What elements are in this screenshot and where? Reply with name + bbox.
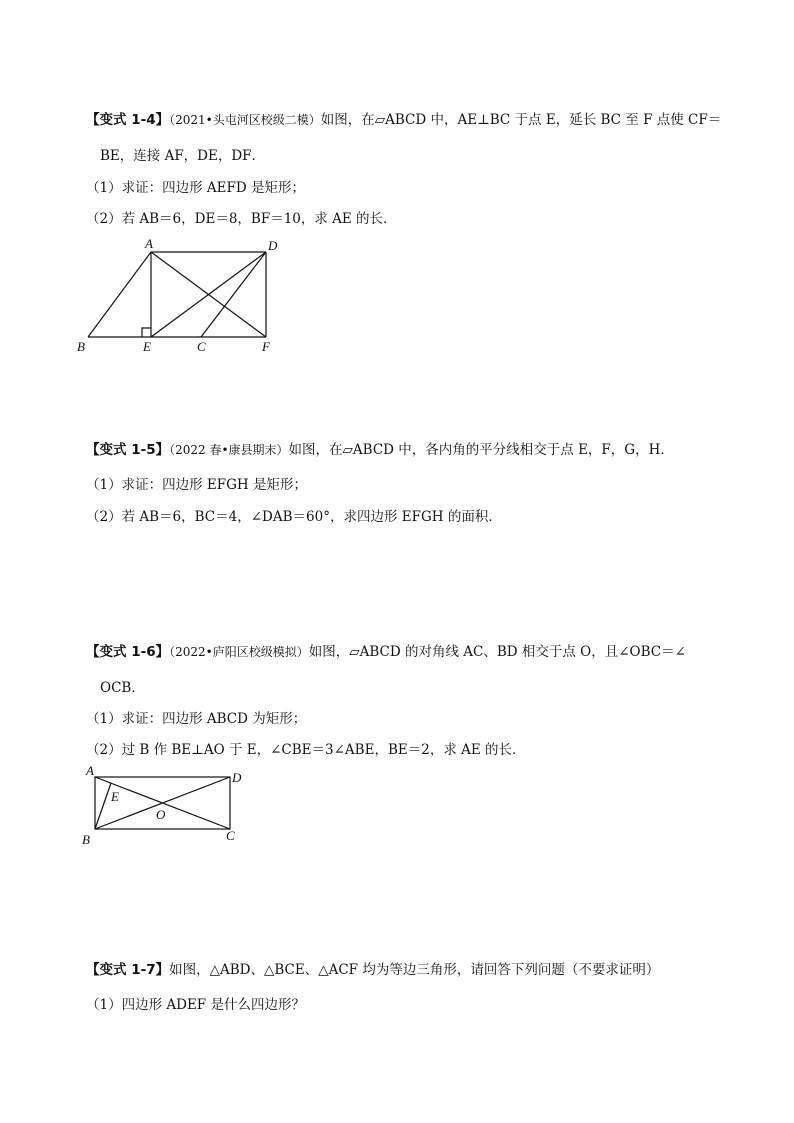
problem-1-6-stem-line2: OCB． [100, 680, 145, 696]
segment-cd [201, 252, 266, 337]
label-d: D [268, 238, 278, 253]
problem-1-4-stem-line1 [86, 108, 721, 128]
problem-tag: 【变式 1-4】 [86, 112, 170, 128]
label-b: B [82, 832, 90, 847]
figure-1-6 [78, 762, 258, 850]
problem-1-4-question-1: （1）求证：四边形 AEFD 是矩形； [86, 180, 305, 196]
label-a: A [145, 236, 153, 251]
problem-1-7-stem-line1 [86, 958, 659, 978]
segment-be [95, 783, 111, 829]
label-d: D [232, 770, 242, 785]
problem-source: （2022 春•康县期末） [169, 443, 289, 457]
problem-1-6-question-2: （2）过 B 作 BE⊥AO 于 E，∠CBE＝3∠ABE，BE＝2，求 AE 的长． [86, 742, 526, 758]
problem-1-5-stem-line1 [86, 438, 674, 458]
problem-source: （2022•庐阳区校级模拟） [169, 645, 309, 659]
right-angle-mark [142, 328, 151, 337]
label-e: E [111, 789, 119, 804]
label-c: C [197, 339, 206, 354]
problem-stem: 如图，在▱ABCD 中，各内角的平分线相交于点 E，F，G，H． [288, 442, 674, 458]
problem-1-5-question-1: （1）求证：四边形 EFGH 是矩形； [86, 477, 307, 493]
problem-stem: 如图，△ABD、△BCE、△ACF 均为等边三角形，请回答下列问题（不要求证明） [169, 962, 660, 978]
problem-1-6-question-1: （1）求证：四边形 ABCD 为矩形； [86, 711, 307, 727]
label-f: F [262, 339, 270, 354]
problem-tag: 【变式 1-7】 [86, 962, 170, 978]
label-o: O [156, 807, 166, 822]
label-e: E [143, 339, 151, 354]
label-b: B [77, 339, 85, 354]
segment-ab [88, 252, 151, 337]
problem-1-6-stem-line1 [86, 640, 686, 660]
problem-1-7-question-1: （1）四边形 ADEF 是什么四边形？ [86, 997, 305, 1013]
problem-1-5-question-2: （2）若 AB＝6，BC＝4，∠DAB＝60°，求四边形 EFGH 的面积． [86, 509, 502, 525]
problem-tag: 【变式 1-5】 [86, 442, 170, 458]
problem-stem: 如图，在▱ABCD 中，AE⊥BC 于点 E，延长 BC 至 F 点使 CF＝ [320, 112, 722, 128]
figure-1-4 [74, 234, 284, 356]
label-a: A [86, 763, 94, 778]
problem-stem: 如图，▱ABCD 的对角线 AC、BD 相交于点 O，且∠OBC＝∠ [308, 644, 686, 660]
problem-tag: 【变式 1-6】 [86, 644, 170, 660]
label-c: C [226, 828, 235, 843]
problem-1-4-question-2: （2）若 AB＝6，DE＝8，BF＝10，求 AE 的长． [86, 211, 397, 227]
problem-1-4-stem-line2: BE，连接 AF，DE，DF． [100, 148, 266, 164]
problem-source: （2021•头屯河区校级二模） [169, 113, 321, 127]
